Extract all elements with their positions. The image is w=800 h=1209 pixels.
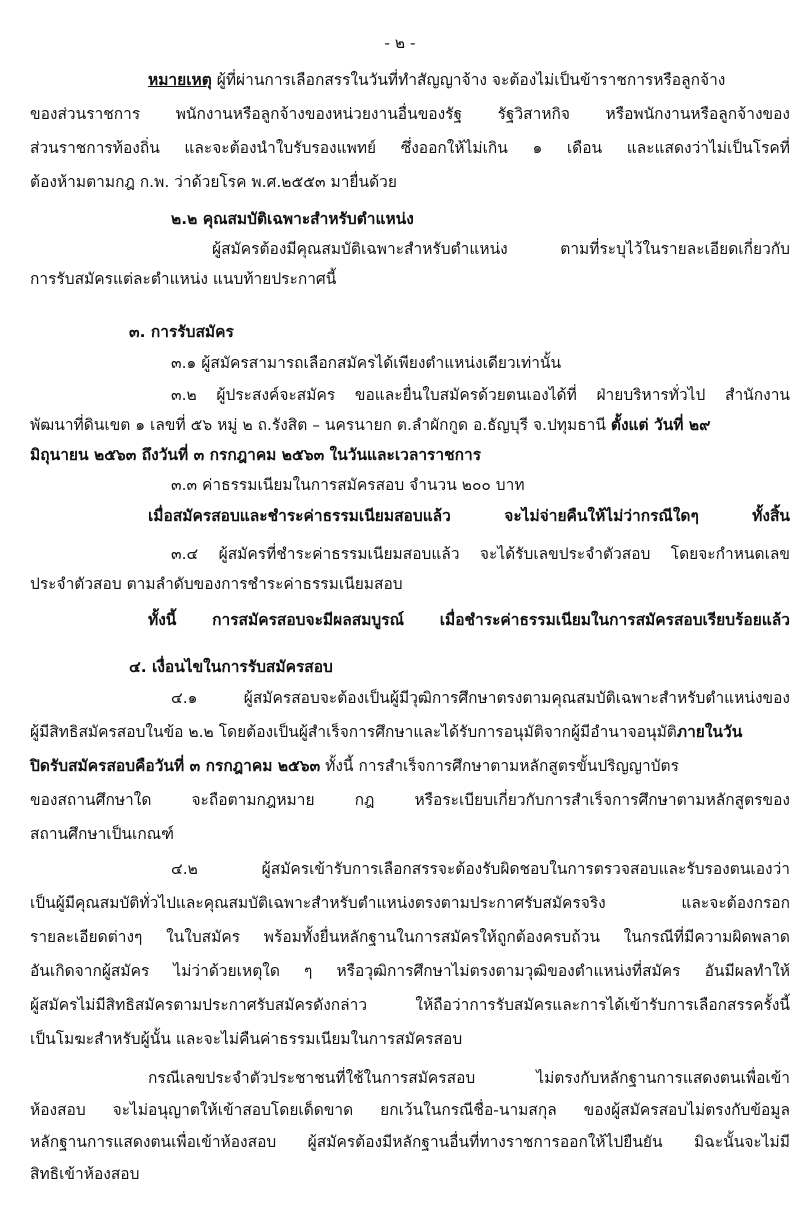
- section-3-4-bold: ทั้งนี้ การสมัครสอบจะมีผลสมบูรณ์ เมื่อชำระค่าธรรมเนียมในการสมัครสอบเรียบร้อยแล้ว: [148, 611, 790, 629]
- remark-line-4: ต้องห้ามตามกฎ ก.พ. ว่าด้วยโรค พ.ศ.๒๕๕๓ มายื่นด้วย: [30, 173, 397, 191]
- section-4-2-line-2: เป็นผู้มีคุณสมบัติทั่วไปและคุณสมบัติเฉพาะสำหรับตำแหน่งตรงตามประกาศรับสมัครจริง และจะต้องกรอก: [30, 894, 790, 912]
- section-4-heading: ๔. เงื่อนไขในการรับสมัครสอบ: [129, 658, 333, 676]
- section-3-4-line-1: ๓.๔ ผู้สมัครที่ชำระค่าธรรมเนียมสอบแล้ว จะได้รับเลขประจำตัวสอบ โดยจะกำหนดเลข: [171, 545, 790, 563]
- remark-line-3: ส่วนราชการท้องถิ่น และจะต้องนำใบรับรองแพทย์ ซึ่งออกให้ไม่เกิน ๑ เดือน และแสดงว่าไม่เป็นโรคที่: [30, 139, 790, 157]
- section-3-1: ๓.๑ ผู้สมัครสามารถเลือกสมัครได้เพียงตำแหน่งเดียวเท่านั้น: [171, 354, 562, 372]
- section-2-2-line-1: ผู้สมัครต้องมีคุณสมบัติเฉพาะสำหรับตำแหน่ง ตามที่ระบุไว้ในรายละเอียดเกี่ยวกับ: [212, 240, 790, 258]
- section-3-2-line-2-text: พัฒนาที่ดินเขต ๑ เลขที่ ๕๖ หมู่ ๒ ถ.รังสิต – นครนายก ต.ลำผักกูด อ.ธัญบุรี จ.ปทุมธานี: [30, 416, 611, 434]
- section-3-2-line-2: [30, 414, 790, 436]
- id-paragraph-line-4: สิทธิเข้าห้องสอบ: [30, 1165, 140, 1183]
- section-4-1-line-3: [30, 755, 790, 777]
- id-paragraph-line-2: ห้องสอบ จะไม่อนุญาตให้เข้าสอบโดยเด็ดขาด ยกเว้นในกรณีชื่อ-นามสกุล ของผู้สมัครสอบไม่ตรงกับข้อมูล: [30, 1101, 790, 1119]
- section-4-1-line-2: [30, 721, 790, 743]
- remark-label: หมายเหตุ: [148, 71, 212, 89]
- remark-line-2: ของส่วนราชการ พนักงานหรือลูกจ้างของหน่วยงานอื่นของรัฐ รัฐวิสาหกิจ หรือพนักงานหรือลูกจ้างของ: [30, 105, 790, 123]
- section-4-1-line-1: ๔.๑ ผู้สมัครสอบจะต้องเป็นผู้มีวุฒิการศึกษาตรงตามคุณสมบัติเฉพาะสำหรับตำแหน่งของ: [171, 689, 790, 707]
- section-4-1-line-3-text: ทั้งนี้ การสำเร็จการศึกษาตามหลักสูตรขั้นปริญญาบัตร: [320, 757, 679, 775]
- section-3-2-line-1: ๓.๒ ผู้ประสงค์จะสมัคร ขอและยื่นใบสมัครด้วยตนเองได้ที่ ฝ่ายบริหารทั่วไป สำนักงาน: [171, 386, 790, 404]
- remark-line-1: [148, 69, 790, 91]
- section-4-2-line-1: ๔.๒ ผู้สมัครเข้ารับการเลือกสรรจะต้องรับผิดชอบในการตรวจสอบและรับรองตนเองว่า: [171, 860, 790, 878]
- section-3-3-bold: เมื่อสมัครสอบและชำระค่าธรรมเนียมสอบแล้ว จะไม่จ่ายคืนให้ไม่ว่ากรณีใดๆ ทั้งสิ้น: [148, 507, 790, 525]
- section-3-4-line-2: ประจำตัวสอบ ตามลำดับของการชำระค่าธรรมเนียมสอบ: [30, 575, 403, 593]
- section-4-1-line-4: ของสถานศึกษาใด จะถือตามกฎหมาย กฎ หรือระเบียบเกี่ยวกับการสำเร็จการศึกษาตามหลักสูตรของ: [30, 791, 790, 809]
- section-3-2-line-2-bold: ตั้งแต่ วันที่ ๒๙: [610, 416, 711, 434]
- section-4-2-line-4: อันเกิดจากผู้สมัคร ไม่ว่าด้วยเหตุใด ๆ หรือวุฒิการศึกษาไม่ตรงตามวุฒิของตำแหน่งที่สมัคร อันมีผลทำให้: [30, 962, 790, 980]
- section-4-1-line-3-bold: ปิดรับสมัครสอบคือวันที่ ๓ กรกฎาคม ๒๕๖๓: [30, 757, 321, 775]
- page-number: - ๒ -: [384, 34, 416, 52]
- section-4-2-line-3: รายละเอียดต่างๆ ในใบสมัคร พร้อมทั้งยื่นหลักฐานในการสมัครให้ถูกต้องครบถ้วน ในกรณีที่มีความผิดพลาด: [30, 928, 790, 946]
- section-2-2-heading: ๒.๒ คุณสมบัติเฉพาะสำหรับตำแหน่ง: [171, 210, 414, 228]
- section-4-1-line-2-bold: ภายในวัน: [676, 723, 743, 741]
- remark-text-1: ผู้ที่ผ่านการเลือกสรรในวันที่ทำสัญญาจ้าง จะต้องไม่เป็นข้าราชการหรือลูกจ้าง: [216, 71, 726, 89]
- section-4-1-line-5: สถานศึกษาเป็นเกณฑ์: [30, 825, 174, 843]
- section-4-2-line-6: เป็นโมฆะสำหรับผู้นั้น และจะไม่คืนค่าธรรมเนียมในการสมัครสอบ: [30, 1030, 463, 1048]
- id-paragraph-line-1: กรณีเลขประจำตัวประชาชนที่ใช้ในการสมัครสอบ ไม่ตรงกับหลักฐานการแสดงตนเพื่อเข้า: [148, 1069, 790, 1087]
- section-3-3: ๓.๓ ค่าธรรมเนียมในการสมัครสอบ จำนวน ๒๐๐ บาท: [171, 476, 525, 494]
- id-paragraph-line-3: หลักฐานการแสดงตนเพื่อเข้าห้องสอบ ผู้สมัครต้องมีหลักฐานอื่นที่ทางราชการออกให้ไปยืนยัน มิฉะนั้นจะไม่มี: [30, 1133, 790, 1151]
- section-3-heading: ๓. การรับสมัคร: [129, 323, 234, 341]
- section-4-1-line-2-text: ผู้มีสิทธิสมัครสอบในข้อ ๒.๒ โดยต้องเป็นผู้สำเร็จการศึกษาและได้รับการอนุมัติจากผู้มีอำนาจอนุมัติ: [30, 723, 677, 741]
- section-2-2-line-2: การรับสมัครแต่ละตำแหน่ง แนบท้ายประกาศนี้: [30, 270, 337, 288]
- section-3-2-line-3: มิถุนายน ๒๕๖๓ ถึงวันที่ ๓ กรกฎาคม ๒๕๖๓ ในวันและเวลาราชการ: [30, 446, 482, 464]
- section-4-2-line-5: ผู้สมัครไม่มีสิทธิสมัครตามประกาศรับสมัครดังกล่าว ให้ถือว่าการรับสมัครและการได้เข้ารับการเลือกสรรครั้งนี้: [30, 996, 790, 1014]
